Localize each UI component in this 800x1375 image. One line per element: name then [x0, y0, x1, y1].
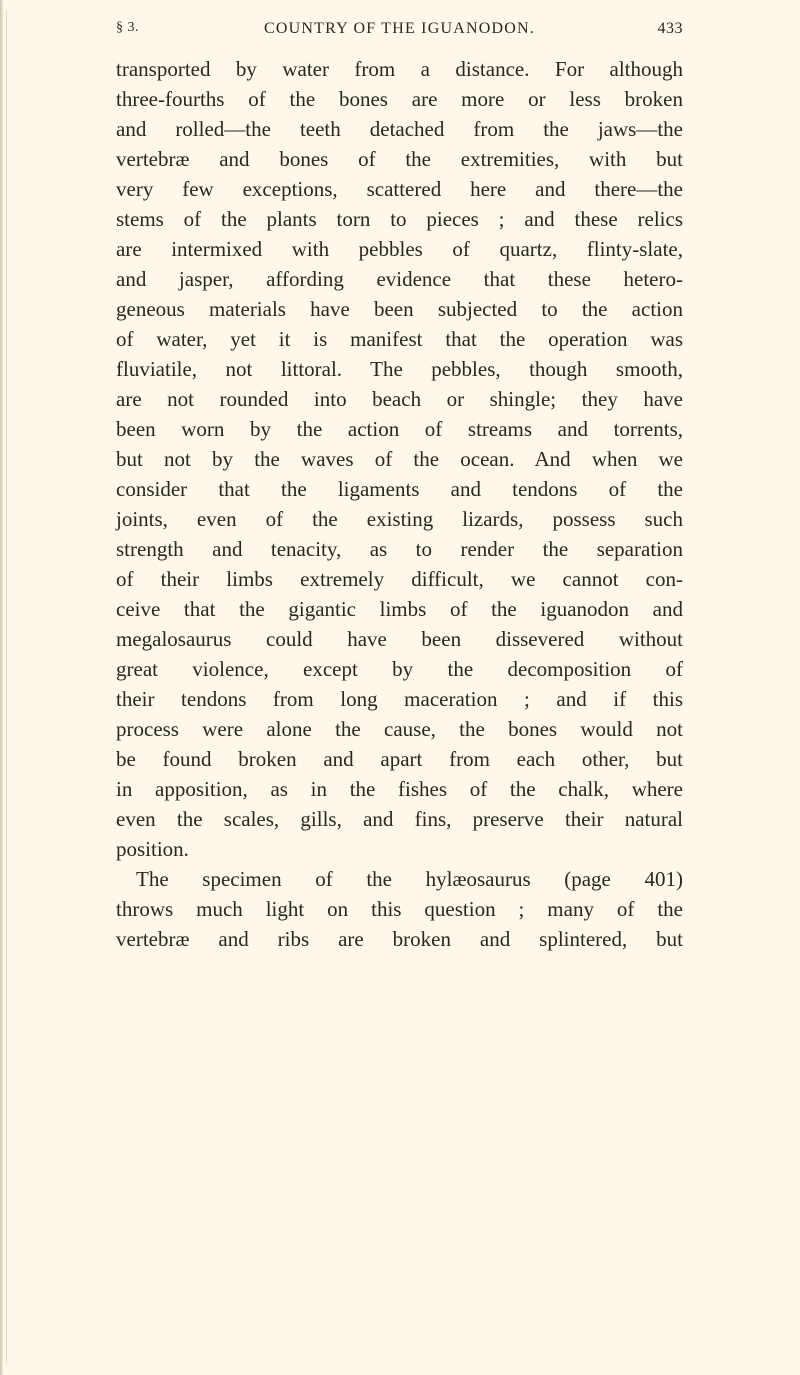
chapter-title: COUNTRY OF THE IGUANODON. [264, 20, 535, 37]
text-line: their tendons from long maceration ; and if this [116, 687, 683, 711]
text-line: very few exceptions, scattered here and there—the [116, 177, 683, 201]
text-line: stems of the plants torn to pieces ; and these relics [116, 207, 683, 231]
gutter-line [6, 10, 7, 1365]
section-mark: § 3. [116, 20, 139, 35]
text-line: throws much light on this question ; many of the [116, 897, 683, 921]
text-line: vertebræ and ribs are broken and splintered, but [116, 927, 683, 951]
text-line: strength and tenacity, as to render the separation [116, 537, 683, 561]
text-line: even the scales, gills, and fins, preserve their natural [116, 807, 683, 831]
text-line: geneous materials have been subjected to the action [116, 297, 683, 321]
text-line: great violence, except by the decomposition of [116, 657, 683, 681]
text-line: megalosaurus could have been dissevered without [116, 627, 683, 651]
text-line: and jasper, affording evidence that these hetero- [116, 267, 683, 291]
page-edge [0, 0, 3, 1375]
running-head [116, 20, 683, 50]
text-line: and rolled—the teeth detached from the jaws—the [116, 117, 683, 141]
text-line: joints, even of the existing lizards, possess such [116, 507, 683, 531]
text-line: consider that the ligaments and tendons of the [116, 477, 683, 501]
text-line: are intermixed with pebbles of quartz, flinty-slate, [116, 237, 683, 261]
text-line: three-fourths of the bones are more or less broken [116, 87, 683, 111]
text-line: been worn by the action of streams and torrents, [116, 417, 683, 441]
page-number: 433 [657, 20, 683, 37]
text-line: position. [116, 837, 189, 861]
paragraph-1 [116, 54, 683, 864]
body-text [116, 54, 683, 954]
text-line: in apposition, as in the fishes of the chalk, where [116, 777, 683, 801]
text-line: ceive that the gigantic limbs of the iguanodon and [116, 597, 683, 621]
text-line: of water, yet it is manifest that the operation was [116, 327, 683, 351]
text-line: fluviatile, not littoral. The pebbles, though smooth, [116, 357, 683, 381]
text-line: are not rounded into beach or shingle; they have [116, 387, 683, 411]
text-line: be found broken and apart from each other, but [116, 747, 683, 771]
paragraph-2 [116, 864, 683, 954]
text-line: transported by water from a distance. For although [116, 57, 683, 81]
text-line: The specimen of the hylæosaurus (page 401) [136, 867, 683, 891]
text-line: of their limbs extremely difficult, we cannot con- [116, 567, 683, 591]
text-line: process were alone the cause, the bones would not [116, 717, 683, 741]
text-line: but not by the waves of the ocean. And when we [116, 447, 683, 471]
text-line: vertebræ and bones of the extremities, with but [116, 147, 683, 171]
